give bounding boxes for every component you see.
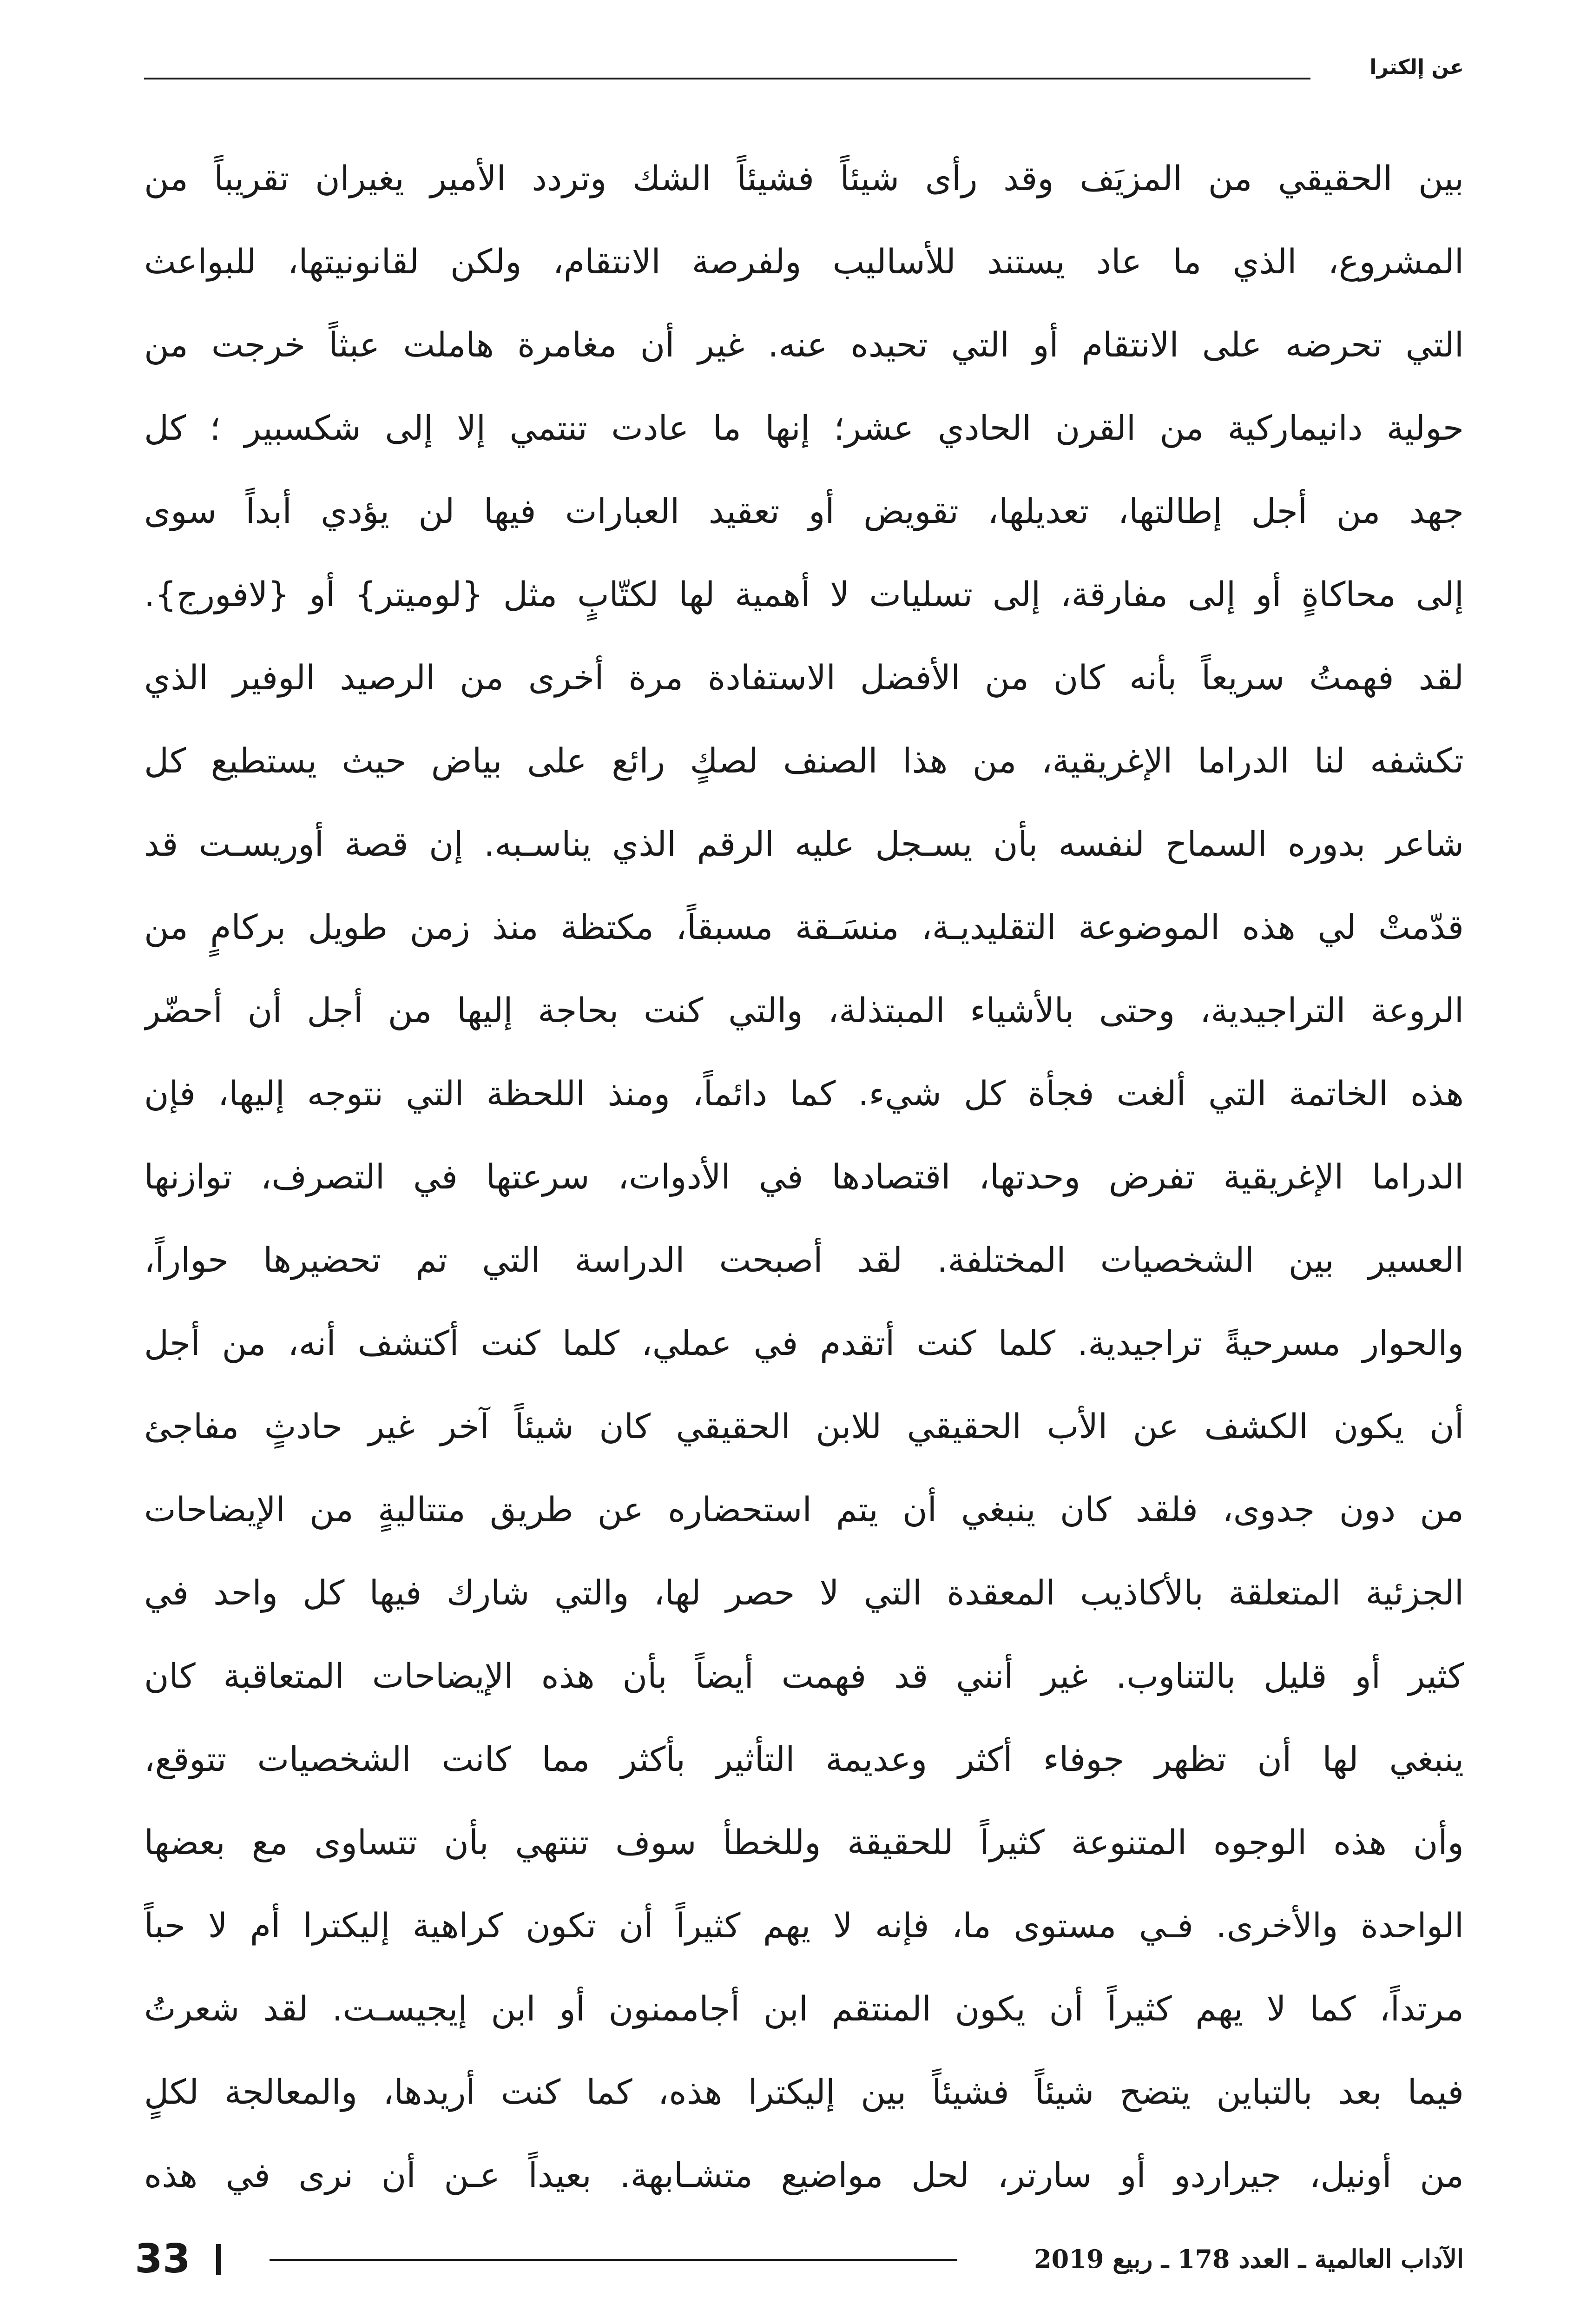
text-line: من دون جدوى، فلقد كان ينبغي أن يتم استحضاره عن طريق متتاليةٍ من الإيضاحات (144, 1490, 1464, 1530)
running-header (144, 44, 1464, 86)
text-line: شاعر بدوره السماح لنفسه بأن يسـجل عليه الرقم الذي يناسـبه. إن قصة أوريسـت قد (144, 825, 1464, 864)
text-line: الروعة التراجيدية، وحتى بالأشياء المبتذلة، والتي كنت بحاجة إليها من أجل أن أحضّر (144, 991, 1464, 1030)
text-line: العسير بين الشخصيات المختلفة. لقد أصبحت الدراسة التي تم تحضيرها حواراً، (144, 1241, 1464, 1280)
text-line: المشروع، الذي ما عاد يستند للأساليب ولفرصة الانتقام، ولكن لقانونيتها، للبواعث (144, 242, 1464, 282)
text-line: بين الحقيقي من المزيَف وقد رأى شيئاً فشيئاً الشك وتردد الأمير يغيران تقريباً من (144, 159, 1464, 198)
text-line: الدراما الإغريقية تفرض وحدتها، اقتصادها في الأدوات، سرعتها في التصرف، توازنها (144, 1157, 1464, 1197)
text-line: حولية دانيماركية من القرن الحادي عشر؛ إنها ما عادت تنتمي إلا إلى شكسبير ؛ كل (144, 409, 1464, 448)
text-line: كثير أو قليل بالتناوب. غير أنني قد فهمت أيضاً بأن هذه الإيضاحات المتعاقبة كان (144, 1657, 1464, 1696)
body-text (144, 137, 1464, 2217)
text-line: التي تحرضه على الانتقام أو التي تحيده عنه. غير أن مغامرة هاملت عبثاً خرجت من (144, 325, 1464, 365)
text-line: والحوار مسرحيةً تراجيدية. كلما كنت أتقدم في عملي، كلما كنت أكتشف أنه، من أجل (144, 1324, 1464, 1363)
running-footer (130, 2231, 1464, 2287)
footer-rule (270, 2259, 957, 2261)
text-line: من أونيل، جيراردو أو سارتر، لحل مواضيع متشـابهة. بعيداً عـن أن نرى في هذه (144, 2156, 1464, 2195)
text-line: تكشفه لنا الدراما الإغريقية، من هذا الصنف لصكٍ رائع على بياض حيث يستطيع كل (144, 741, 1464, 781)
text-line: الجزئية المتعلقة بالأكاذيب المعقدة التي لا حصر لها، والتي شارك فيها كل واحد في (144, 1573, 1464, 1613)
text-line: فيما بعد بالتباين يتضح شيئاً فشيئاً بين إليكترا هذه، كما كنت أريدها، والمعالجة لكلٍ (144, 2073, 1464, 2112)
text-line: وأن هذه الوجوه المتنوعة كثيراً للحقيقة وللخطأ سوف تنتهي بأن تتساوى مع بعضها (144, 1823, 1464, 1862)
header-rule (144, 78, 1310, 79)
text-line: الواحدة والأخرى. فـي مستوى ما، فإنه لا يهم كثيراً أن تكون كراهية إليكترا أم لا حباً (144, 1906, 1464, 1946)
text-line: أن يكون الكشف عن الأب الحقيقي للابن الحقيقي كان شيئاً آخر غير حادثٍ مفاجئ (144, 1407, 1464, 1446)
page-number: 33 (135, 2236, 191, 2282)
text-line: قدّمتْ لي هذه الموضوعة التقليديـة، منسَـقة مسبقاً، مكتظة منذ زمن طويل بركامٍ من (144, 908, 1464, 947)
text-line: هذه الخاتمة التي ألغت فجأة كل شيء. كما دائماً، ومنذ اللحظة التي نتوجه إليها، فإن (144, 1074, 1464, 1114)
text-line: ينبغي لها أن تظهر جوفاء أكثر وعديمة التأثير بأكثر مما كانت الشخصيات تتوقع، (144, 1740, 1464, 1779)
section-title: عن إلكترا (1369, 55, 1464, 79)
text-line: لقد فهمتُ سريعاً بأنه كان من الأفضل الاستفادة مرة أخرى من الرصيد الوفير الذي (144, 658, 1464, 698)
text-line: مرتداً، كما لا يهم كثيراً أن يكون المنتقم ابن أجاممنون أو ابن إيجيسـت. لقد شعرتُ (144, 1989, 1464, 2029)
text-line: جهد من أجل إطالتها، تعديلها، تقويض أو تعقيد العبارات فيها لن يؤدي أبداً سوى (144, 492, 1464, 531)
page-number-separator (216, 2244, 221, 2275)
journal-info: الآداب العالمية ـ العدد 178 ـ ربيع 2019 (1034, 2244, 1464, 2274)
text-line: إلى محاكاةٍ أو إلى مفارقة، إلى تسليات لا أهمية لها لكتّابٍ مثل {لوميتر} أو {لافورج}. (144, 575, 1464, 614)
